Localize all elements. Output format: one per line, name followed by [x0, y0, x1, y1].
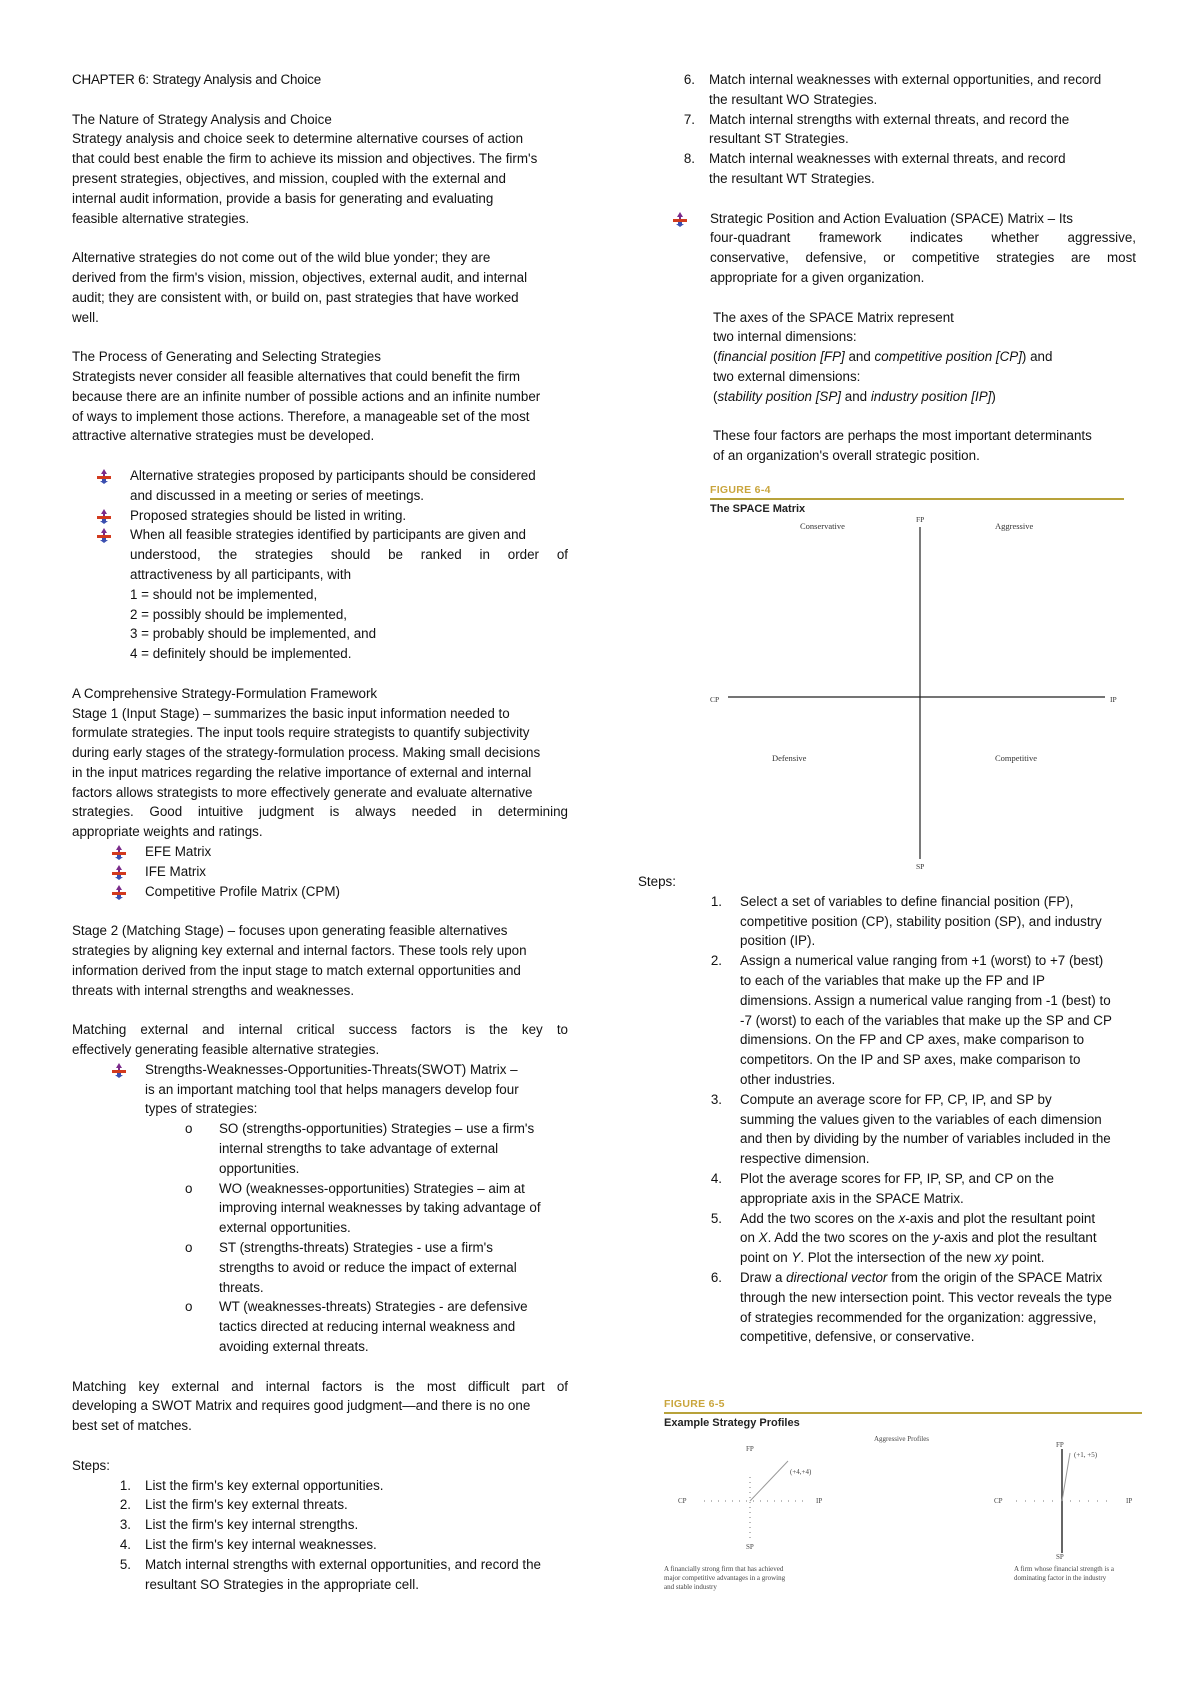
- p1-axis-ip: IP: [816, 1497, 823, 1505]
- svg-text:dominating factor in the indus: dominating factor in the industry: [1014, 1574, 1107, 1582]
- swot-strategy-item: o WO (weaknesses-opportunities) Strategies – aim at improving internal weaknesses by taking advantage of external opportunities.: [185, 1180, 541, 1236]
- process-bullet-2: Proposed strategies should be listed in writing.: [130, 506, 568, 526]
- figure-6-4: [710, 484, 1124, 892]
- stage1-bullet-efe: EFE Matrix: [145, 842, 568, 862]
- stage2-paragraph: Stage 2 (Matching Stage) – focuses upon generating feasible alternatives strategies by aligning key external and internal factors. These tools rely upon information derived from the input stage to match external opportunities and threats with internal strengths and weaknesses.: [72, 923, 527, 998]
- bullet-arrow-icon: [96, 468, 112, 484]
- nature-heading: The Nature of Strategy Analysis and Choice: [72, 111, 332, 127]
- svg-text:A firm whose financial strengt: A firm whose financial strength is a: [1014, 1565, 1114, 1573]
- step-item: 5. Match internal strengths with external opportunities, and record the resultant SO Strategies in the appropriate cell.: [119, 1556, 541, 1592]
- p2-axis-sp: SP: [1056, 1553, 1064, 1561]
- bullet-arrow-icon: [111, 884, 127, 900]
- steps-label: Steps:: [72, 1457, 110, 1473]
- list-marker: o: [185, 1299, 193, 1315]
- stage1-bullet-cpm: Competitive Profile Matrix (CPM): [145, 882, 568, 902]
- p2-direction-vector: [1062, 1453, 1070, 1501]
- axes: [728, 527, 1105, 859]
- chapter-title: CHAPTER 6: Strategy Analysis and Choice: [72, 72, 321, 87]
- process-bullet-3: When all feasible strategies identified by participants are given and understood, the strategies should be ranked in order of attractiveness by all participants, with 1 = should not be implemented, 2 = possibly should be implemented, 3 = probably should be implemented, and 4 = definitely should be implemented.: [130, 525, 568, 664]
- axis-label-fp: FP: [916, 517, 925, 524]
- space-steps-list: [710, 892, 1136, 1209]
- swot-strategy-item: o WT (weaknesses-threats) Strategies - are defensive tactics directed at reducing internal weakness and avoiding external threats.: [185, 1299, 528, 1354]
- swot-bullet: Strengths-Weaknesses-Opportunities-Threats(SWOT) Matrix – is an important matching tool that helps managers develop four types of strategies:: [145, 1060, 568, 1119]
- p2-axis-cp: CP: [994, 1497, 1003, 1505]
- step-item: 6. Match internal weaknesses with external opportunities, and record the resultant WO Strategies.: [683, 72, 1102, 107]
- svg-text:major competitive advantages i: major competitive advantages in a growing: [664, 1574, 786, 1582]
- nature-paragraph-1: Strategy analysis and choice seek to determine alternative courses of action that could best enable the firm to achieve its mission and objectives. The firm's present strategies, objectives, and mission, coupled with the external and internal audit information, provide a basis for generating and evaluating feasible alternative strategies.: [72, 131, 538, 226]
- step-item: 3. List the firm's key internal strengths.: [119, 1517, 359, 1533]
- stage1-bullet-ife: IFE Matrix: [145, 862, 568, 882]
- space-axes-block: The axes of the SPACE Matrix represent two internal dimensions: (financial position [FP] and competitive position [CP]) and two external dimensions: (stability position [SP] and industry position [IP]) These four factors are perhaps the most important determinants of an organization's overall strategic position.: [713, 308, 1136, 466]
- list-marker: o: [185, 1240, 193, 1256]
- step-item: 3. Compute an average score for FP, CP, IP, and SP by summing the values given to the variables of each dimension and then by dividing by the number of variables included in the respective dimension.: [710, 1091, 1111, 1167]
- figure-label: FIGURE 6-4: [710, 484, 771, 496]
- step-item: 8. Match internal weaknesses with external threats, and record the resultant WT Strategies.: [683, 151, 1066, 186]
- list-marker: o: [185, 1180, 193, 1196]
- list-marker: o: [185, 1121, 193, 1137]
- figure-title: The SPACE Matrix: [710, 503, 806, 515]
- p1-axis-cp: CP: [678, 1497, 687, 1505]
- process-heading: The Process of Generating and Selecting Strategies: [72, 349, 381, 365]
- left-column: [72, 70, 568, 1594]
- swot-steps-list-cont: [683, 70, 1136, 189]
- figure-rule: [664, 1412, 1142, 1414]
- bullet-arrow-icon: [111, 844, 127, 860]
- swot-strategy-item: o SO (strengths-opportunities) Strategies – use a firm's internal strengths to take advantage of external opportunities.: [185, 1121, 535, 1176]
- space-matrix-diagram: [710, 517, 1124, 887]
- bullet-arrow-icon: [96, 527, 112, 543]
- process-bullet-1: Alternative strategies proposed by participants should be considered and discussed in a meeting or series of meetings.: [130, 466, 568, 506]
- swot-steps-list: [119, 1476, 568, 1595]
- quadrant-defensive-title: Defensive: [772, 753, 807, 763]
- step-item: 4. Plot the average scores for FP, IP, SP, and CP on the appropriate axis in the SPACE Matrix.: [710, 1170, 1054, 1206]
- bullet-arrow-icon: [111, 864, 127, 880]
- space-step-5: 5. Add the two scores on the x-axis and plot the resultant point on X. Add the two scores on the y-axis and plot the resultant point on Y. Plot the intersection of the new xy point.: [710, 1210, 1097, 1266]
- quadrant-aggressive-title: Aggressive: [995, 521, 1034, 531]
- space-steps-section: [640, 872, 1136, 1347]
- bullet-arrow-icon: [96, 508, 112, 524]
- aggressive-profiles-label: Aggressive Profiles: [874, 1435, 930, 1443]
- swot-strategy-list: [185, 1119, 568, 1357]
- p1-axis-sp: SP: [746, 1543, 754, 1551]
- p1-axis-fp: FP: [746, 1445, 754, 1453]
- step-item: 4. List the firm's key internal weaknesses.: [119, 1536, 377, 1552]
- svg-text:A financially strong firm that: A financially strong firm that has achieved: [664, 1565, 784, 1573]
- bullet-arrow-icon: [672, 211, 688, 227]
- bullet-arrow-icon: [111, 1062, 127, 1078]
- p1-point-label: (+4,+4): [790, 1468, 812, 1476]
- p1-direction-vector: [750, 1461, 788, 1501]
- matching-paragraph: Matching external and internal critical success factors is the key to effectively generating feasible alternative strategies.: [72, 1022, 568, 1058]
- internal-dimensions: (financial position [FP] and competitive position [CP]) and: [713, 349, 1053, 365]
- process-paragraph: Strategists never consider all feasible alternatives that could benefit the firm because there are an infinite number of possible actions and an infinite number of ways to implement those actions. Therefore, a manageable set of the most attractive alternative strategies must be developed.: [72, 368, 541, 444]
- space-bullet: Strategic Position and Action Evaluation (SPACE) Matrix – Its four-quadrant framework indicates whether aggressive, conservative, defensive, or competitive strategies are most appropriate for a given organization.: [710, 209, 1136, 288]
- stage1-paragraph: Stage 1 (Input Stage) – summarizes the basic input information needed to formulate strategies. The input tools require strategists to quantify subjectivity during early stages of the strategy-formulation process. Making small decisions in the input matrices regarding the relative importance of external and internal factors allows strategists to more effectively generate and evaluate alternative strategies. Good intuitive judgment is always needed in determining appropriate weights and ratings.: [72, 705, 568, 840]
- p2-axis-fp: FP: [1056, 1441, 1064, 1449]
- figure-rule: [710, 498, 1124, 500]
- matching-key-paragraph: Matching key external and internal factors is the most difficult part of developing a SWOT Matrix and requires good judgment—and there is no one best set of matches.: [72, 1378, 568, 1434]
- swot-strategy-item: o ST (strengths-threats) Strategies - use a firm's strengths to avoid or reduce the impact of external threats.: [185, 1240, 517, 1295]
- strategy-profiles-diagram: [664, 1429, 1142, 1599]
- p2-point-label: (+1, +5): [1074, 1451, 1098, 1459]
- figure-6-5: [664, 1398, 1142, 1604]
- framework-heading: A Comprehensive Strategy-Formulation Framework: [72, 685, 378, 701]
- right-column: [640, 70, 1136, 466]
- step-item: 7. Match internal strengths with external threats, and record the resultant ST Strategies.: [683, 111, 1070, 147]
- svg-text:and stable industry: and stable industry: [664, 1583, 717, 1591]
- axis-label-ip: IP: [1110, 695, 1117, 704]
- external-dimensions: (stability position [SP] and industry position [IP]): [713, 388, 996, 404]
- axis-label-cp: CP: [710, 695, 720, 704]
- step-item: 1. Select a set of variables to define financial position (FP), competitive position (CP), stability position (SP), and industry position (IP).: [710, 893, 1102, 949]
- quadrant-conservative-title: Conservative: [800, 521, 845, 531]
- step-item: 2. Assign a numerical value ranging from +1 (worst) to +7 (best) to each of the variables that make up the FP and IP dimensions. Assign a numerical value ranging from -1 (best) to -7 (worst) to each of the variables that make up the SP and CP dimensions. On the FP and CP axes, make comparison to competitors. On the IP and SP axes, make comparison to other industries.: [710, 953, 1112, 1087]
- figure-label: FIGURE 6-5: [664, 1398, 725, 1410]
- axis-label-sp: SP: [916, 862, 925, 871]
- space-step-6: 6. Draw a directional vector from the origin of the SPACE Matrix through the new intersection point. This vector reveals the type of strategies recommended for the organization: aggressive, competitive, defensive, or conservative.: [710, 1269, 1112, 1345]
- step-item: 1. List the firm's key external opportunities.: [119, 1477, 384, 1493]
- step-item: 2. List the firm's key external threats.: [119, 1497, 348, 1513]
- nature-paragraph-2: Alternative strategies do not come out of the wild blue yonder; they are derived from the firm's vision, mission, objectives, external audit, and internal audit; they are consistent with, or build on, past strategies that have worked well.: [72, 250, 528, 325]
- quadrant-competitive-title: Competitive: [995, 753, 1038, 763]
- figure-title: Example Strategy Profiles: [664, 1417, 800, 1429]
- steps-label: Steps:: [638, 874, 676, 889]
- p2-axis-ip: IP: [1126, 1497, 1133, 1505]
